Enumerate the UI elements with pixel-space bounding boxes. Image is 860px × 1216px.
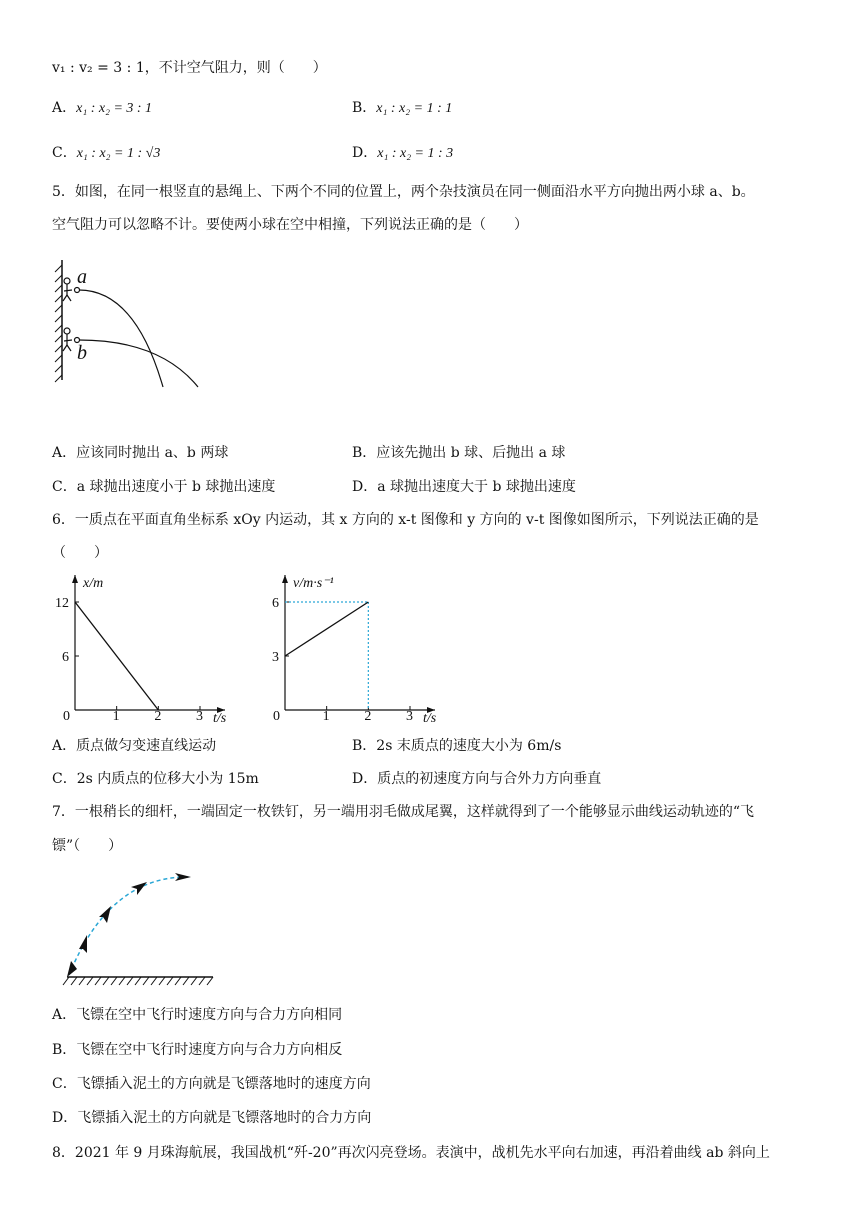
option-letter: D．: [352, 479, 378, 495]
x-axis-label: t/s: [423, 711, 437, 726]
q5-option-a[interactable]: [52, 443, 228, 463]
x-tick-label: 3: [406, 709, 413, 724]
option-letter: B．: [352, 445, 377, 461]
y-axis-arrow: [72, 575, 78, 583]
option-text: x₁ : x₂ = 1 : 1: [376, 101, 453, 116]
option-text: 飞镖插入泥土的方向就是飞镖落地时的速度方向: [76, 1076, 371, 1092]
q6-option-c[interactable]: [52, 769, 259, 789]
option-text: 飞镖在空中飞行时速度方向与合力方向相同: [76, 1007, 343, 1023]
option-letter: D．: [352, 771, 378, 787]
option-text: 应该同时抛出 a、b 两球: [76, 445, 229, 461]
x-axis-label: t/s: [213, 711, 227, 726]
q6-stem-line2: （ ）: [52, 545, 108, 561]
q5-stem-line1: 5．如图，在同一根竖直的悬绳上、下两个不同的位置上，两个杂技演员在同一侧面沿水平方向抛出两小球 a、b。: [52, 184, 755, 200]
option-text: 2s 末质点的速度大小为 6m/s: [376, 738, 562, 754]
option-letter: D．: [52, 1110, 78, 1126]
label-b: b: [77, 342, 87, 364]
q4-option-b[interactable]: [352, 98, 452, 119]
y-tick-label: 6: [272, 596, 279, 611]
option-letter: D．: [352, 145, 378, 161]
option-letter: B．: [352, 100, 377, 116]
label-a: a: [77, 266, 87, 288]
option-letter: C．: [52, 479, 77, 495]
y-axis-label: x/m: [83, 576, 104, 591]
q4-option-c[interactable]: [52, 143, 160, 164]
dart-icon: [67, 873, 191, 977]
q6-option-b[interactable]: [352, 736, 561, 756]
y-axis-label: v/m·s⁻¹: [293, 576, 334, 591]
trajectory-a: [79, 290, 163, 387]
wall: [55, 260, 62, 382]
option-letter: A．: [52, 738, 77, 754]
x-tick-label: 1: [112, 709, 120, 724]
x-tick-label: 0: [63, 709, 70, 724]
dart-trajectory: [69, 877, 190, 975]
q6-option-a[interactable]: [52, 736, 216, 756]
y-axis-arrow: [282, 575, 288, 583]
y-tick-label: 3: [272, 650, 279, 665]
option-text: x₁ : x₂ = 3 : 1: [76, 101, 153, 116]
q5-stem-line2: 空气阻力可以忽略不计。要使两小球在空中相撞，下列说法正确的是（ ）: [52, 217, 528, 233]
option-text: x₁ : x₂ = 1 : 3: [377, 146, 454, 161]
option-text: x₁ : x₂ = 1 : √3: [76, 146, 161, 161]
q7-option-c[interactable]: [52, 1074, 371, 1094]
x-t-chart: [40, 570, 240, 730]
q4-stem-tail: v₁ : v₂ = 3 : 1，不计空气阻力，则（ ）: [52, 60, 327, 76]
v-t-chart: [250, 570, 450, 730]
q7-option-b[interactable]: [52, 1040, 342, 1060]
option-letter: C．: [52, 771, 77, 787]
option-text: 质点的初速度方向与合外力方向垂直: [377, 771, 602, 787]
q5-option-b[interactable]: [352, 443, 565, 463]
q6-option-d[interactable]: [352, 769, 601, 789]
q4-option-a[interactable]: [52, 98, 152, 119]
option-letter: C．: [52, 145, 77, 161]
ground-hatching: [63, 977, 213, 985]
option-text: a 球抛出速度大于 b 球抛出速度: [377, 479, 576, 495]
q8-stem-line1: 8．2021 年 9 月珠海航展，我国战机“歼-20”再次闪亮登场。表演中，战机先水平向右加速，再沿着曲线 ab 斜向上: [52, 1145, 770, 1161]
option-letter: A．: [52, 445, 77, 461]
option-letter: A．: [52, 100, 77, 116]
q7-figure: [55, 865, 215, 985]
option-letter: A．: [52, 1007, 77, 1023]
x-tick-label: 2: [154, 709, 162, 724]
q4-option-d[interactable]: [352, 143, 453, 164]
x-tick-label: 3: [196, 709, 203, 724]
q5-option-d[interactable]: [352, 477, 576, 497]
q5-figure: [50, 255, 210, 395]
trajectory-b: [79, 340, 198, 387]
option-text: 飞镖插入泥土的方向就是飞镖落地时的合力方向: [77, 1110, 372, 1126]
option-text: 2s 内质点的位移大小为 15m: [76, 771, 259, 787]
x-tick-label: 2: [364, 709, 372, 724]
option-text: 应该先抛出 b 球、后抛出 a 球: [376, 445, 566, 461]
option-letter: B．: [352, 738, 377, 754]
option-letter: B．: [52, 1042, 77, 1058]
option-letter: C．: [52, 1076, 77, 1092]
series-line: [285, 602, 368, 656]
option-text: 飞镖在空中飞行时速度方向与合力方向相反: [76, 1042, 343, 1058]
x-tick-label: 1: [322, 709, 330, 724]
option-text: 质点做匀变速直线运动: [76, 738, 217, 754]
q7-option-d[interactable]: [52, 1108, 371, 1128]
q7-option-a[interactable]: [52, 1005, 342, 1025]
q6-stem-line1: 6．一质点在平面直角坐标系 xOy 内运动，其 x 方向的 x-t 图像和 y 方向的 v-t 图像如图所示，下列说法正确的是: [52, 512, 759, 528]
q7-stem-line1: 7．一根稍长的细杆，一端固定一枚铁钉，另一端用羽毛做成尾翼，这样就得到了一个能够显示曲线运动轨迹的“飞: [52, 804, 755, 820]
option-text: a 球抛出速度小于 b 球抛出速度: [76, 479, 276, 495]
y-tick-label: 12: [55, 596, 69, 611]
q5-option-c[interactable]: [52, 477, 275, 497]
q7-stem-line2: 镖”（ ）: [52, 838, 123, 854]
x-tick-label: 0: [273, 709, 280, 724]
series-line: [75, 602, 158, 710]
y-tick-label: 6: [62, 650, 69, 665]
